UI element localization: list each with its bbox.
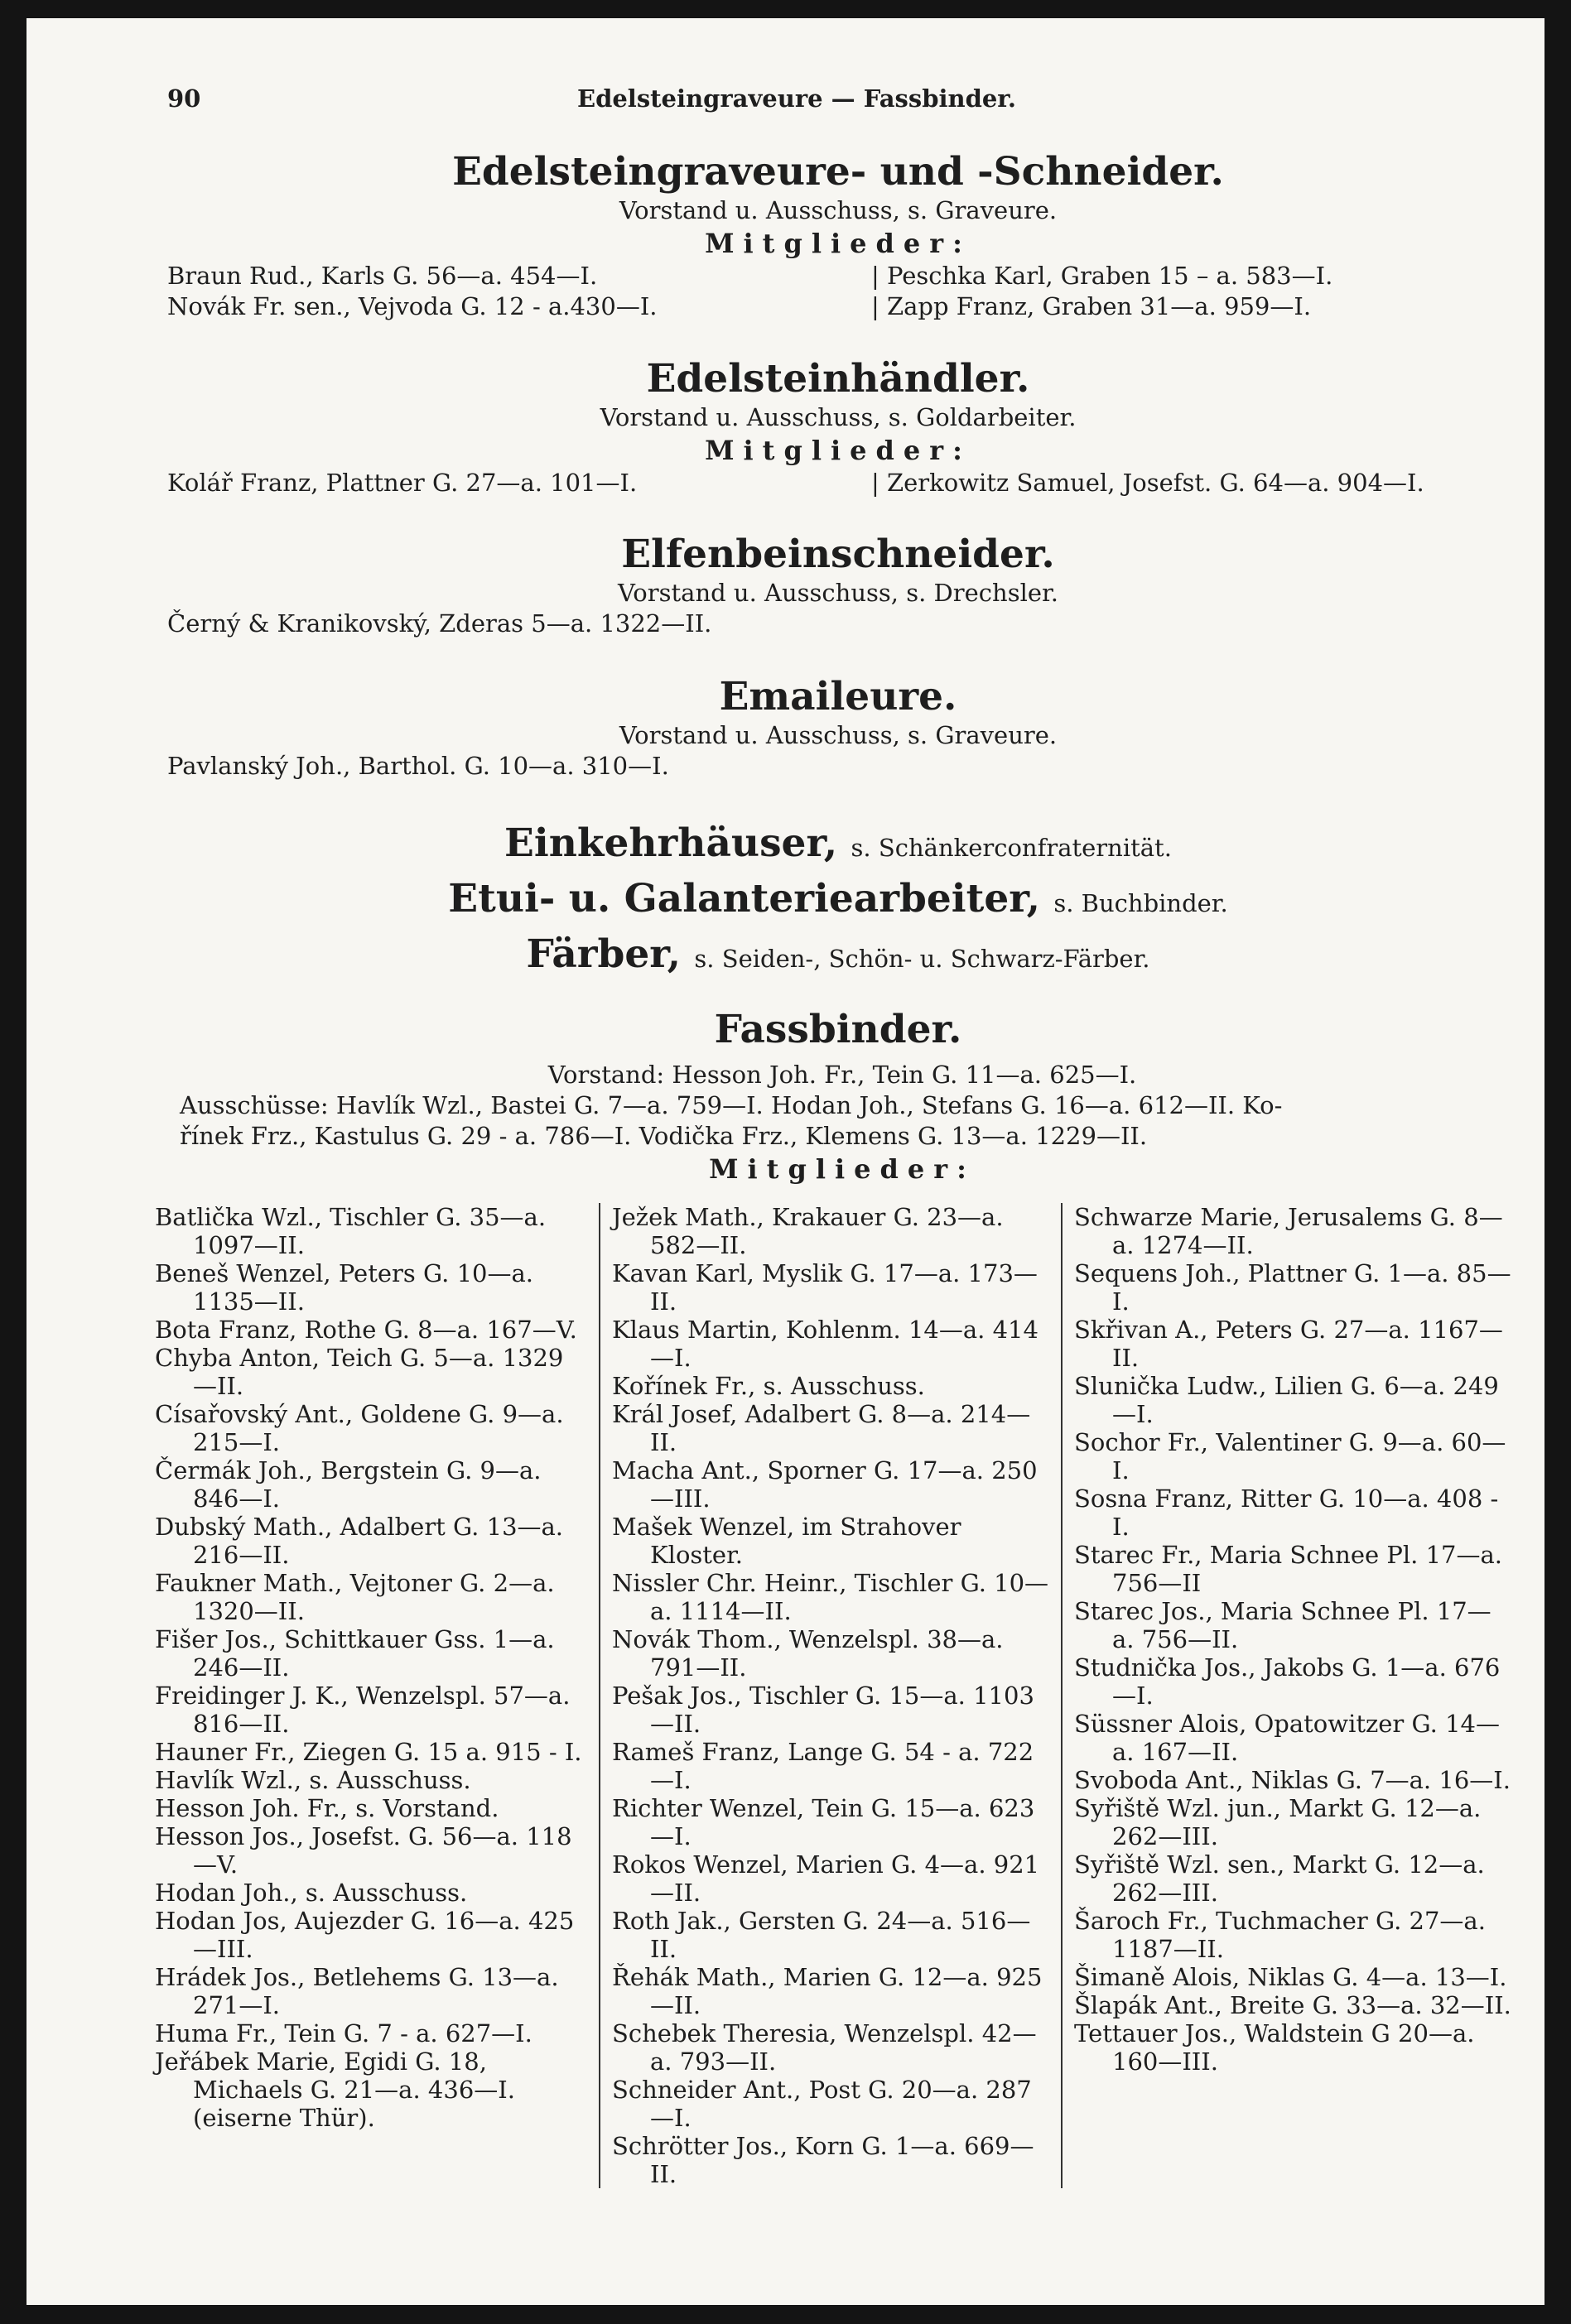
crossref-title: Etui- u. Galanteriearbeiter, [448, 876, 1040, 921]
member-entry: | Zapp Franz, Graben 31—a. 959—I. [871, 292, 1312, 320]
crossref-target: s. Buchbinder. [1053, 889, 1228, 917]
member-entry: Pavlanský Joh., Barthol. G. 10—a. 310—I. [167, 752, 669, 780]
vorstand-note: Vorstand u. Ausschuss, s. Graveure. [619, 721, 1058, 749]
member-entry: Schebek Theresia, Wenzelspl. 42—a. 793—II. [612, 2019, 1037, 2076]
fassbinder-officers [180, 1060, 1505, 1186]
members-column-1 [155, 1203, 599, 2188]
crossref-etui [167, 873, 1509, 929]
member-entry: Novák Fr. sen., Vejvoda G. 12 - a.430—I. [167, 292, 658, 320]
mitglieder-heading: Mitglieder: [705, 228, 971, 259]
member-entry: Sosna Franz, Ritter G. 10—a. 408 - I. [1074, 1484, 1499, 1541]
member-entry: Šlapák Ant., Breite G. 33—a. 32—II. [1074, 1991, 1511, 2019]
member-entry: Dubský Math., Adalbert G. 13—a. 216—II. [155, 1513, 564, 1569]
member-entry: Fišer Jos., Schittkauer Gss. 1—a. 246—II. [155, 1625, 555, 1682]
member-entry: Šaroch Fr., Tuchmacher G. 27—a. 1187—II. [1074, 1907, 1486, 1963]
member-entry: Schwarze Marie, Jerusalems G. 8—a. 1274—II. [1074, 1203, 1503, 1259]
section-title: Edelsteinhändler. [646, 356, 1030, 402]
ausschuss-line: řínek Frz., Kastulus G. 29 - a. 786—I. Vodička Frz., Klemens G. 13—a. 1229—II. [180, 1122, 1148, 1150]
member-entry: Batlička Wzl., Tischler G. 35—a. 1097—II. [155, 1203, 547, 1259]
member-entry: Hodan Jos, Aujezder G. 16—a. 425—III. [155, 1907, 575, 1963]
vorstand-note: Vorstand u. Ausschuss, s. Drechsler. [618, 579, 1058, 607]
section-emaileure [167, 674, 1509, 782]
member-entry: Braun Rud., Karls G. 56—a. 454—I. [167, 262, 598, 290]
member-entry: Havlík Wzl., s. Ausschuss. [155, 1766, 471, 1794]
running-header [167, 84, 1426, 128]
member-entry: Klaus Martin, Kohlenm. 14—a. 414—I. [612, 1316, 1038, 1372]
crossref-einkehrhaeuser [167, 818, 1509, 873]
member-entry: Sochor Fr., Valentiner G. 9—a. 60—I. [1074, 1428, 1506, 1484]
crossref-target: s. Seiden-, Schön- u. Schwarz-Färber. [694, 945, 1150, 973]
member-row [167, 261, 1509, 291]
member-entry: Schneider Ant., Post G. 20—a. 287—I. [612, 2076, 1032, 2132]
member-entry: Šimaně Alois, Niklas G. 4—a. 13—I. [1074, 1963, 1507, 1991]
crossref-faerber [167, 929, 1509, 984]
member-entry: Syřiště Wzl. sen., Markt G. 12—a. 262—III. [1074, 1850, 1485, 1907]
member-entry: Kořínek Fr., s. Ausschuss. [612, 1372, 925, 1400]
member-entry: Kolář Franz, Plattner G. 27—a. 101—I. [167, 469, 638, 497]
crossref-title: Einkehrhäuser, [504, 820, 838, 866]
section-title: Elfenbeinschneider. [621, 532, 1055, 577]
member-entry: Beneš Wenzel, Peters G. 10—a. 1135—II. [155, 1259, 533, 1316]
member-entry: Macha Ant., Sporner G. 17—a. 250—III. [612, 1456, 1038, 1513]
member-entry: Kavan Karl, Myslik G. 17—a. 173—II. [612, 1259, 1038, 1316]
section-title: Emaileure. [719, 674, 957, 719]
member-entry: Starec Jos., Maria Schnee Pl. 17—a. 756—II. [1074, 1597, 1491, 1653]
ausschuss-line: Ausschüsse: Havlík Wzl., Bastei G. 7—a. 759—I. Hodan Joh., Stefans G. 16—a. 612—II. Ko- [180, 1091, 1283, 1119]
member-entry: Roth Jak., Gersten G. 24—a. 516—II. [612, 1907, 1031, 1963]
mitglieder-heading: Mitglieder: [709, 1153, 976, 1185]
cross-references [167, 818, 1509, 984]
vorstand-line: Vorstand: Hesson Joh. Fr., Tein G. 11—a. 625—I. [547, 1061, 1137, 1089]
member-entry: Hesson Jos., Josefst. G. 56—a. 118—V. [155, 1822, 572, 1879]
section-title: Edelsteingraveure- und -Schneider. [452, 149, 1224, 195]
member-entry: Hesson Joh. Fr., s. Vorstand. [155, 1794, 499, 1822]
member-row [167, 291, 1509, 322]
member-entry: | Peschka Karl, Graben 15 – a. 583—I. [871, 262, 1333, 290]
member-entry: Skřivan A., Peters G. 27—a. 1167—II. [1074, 1316, 1503, 1372]
member-entry: Rameš Franz, Lange G. 54 - a. 722—I. [612, 1738, 1034, 1794]
member-entry: Studnička Jos., Jakobs G. 1—a. 676—I. [1074, 1653, 1501, 1710]
member-entry: Freidinger J. K., Wenzelspl. 57—a. 816—II. [155, 1682, 571, 1738]
section-elfenbeinschneider [167, 532, 1509, 639]
member-entry: Chyba Anton, Teich G. 5—a. 1329—II. [155, 1344, 564, 1400]
member-entry: Rokos Wenzel, Marien G. 4—a. 921—II. [612, 1850, 1040, 1907]
vorstand-note: Vorstand u. Ausschuss, s. Graveure. [619, 196, 1058, 224]
member-entry: Ježek Math., Krakauer G. 23—a. 582—II. [612, 1203, 1004, 1259]
member-entry: Sequens Joh., Plattner G. 1—a. 85—I. [1074, 1259, 1511, 1316]
member-entry: Řehák Math., Marien G. 12—a. 925—II. [612, 1963, 1043, 2019]
member-entry: Schrötter Jos., Korn G. 1—a. 669—II. [612, 2132, 1034, 2188]
member-entry: Huma Fr., Tein G. 7 - a. 627—I. [155, 2019, 533, 2047]
member-entry: Faukner Math., Vejtoner G. 2—a. 1320—II. [155, 1569, 555, 1625]
member-entry: Richter Wenzel, Tein G. 15—a. 623—I. [612, 1794, 1035, 1850]
member-entry: Svoboda Ant., Niklas G. 7—a. 16—I. [1074, 1766, 1511, 1794]
member-entry: Bota Franz, Rothe G. 8—a. 167—V. [155, 1316, 577, 1344]
members-column-2 [599, 1203, 1061, 2188]
member-entry: Nissler Chr. Heinr., Tischler G. 10—a. 1114—II. [612, 1569, 1049, 1625]
member-entry: Tettauer Jos., Waldstein G 20—a. 160—III. [1074, 2019, 1475, 2076]
member-entry: Hodan Joh., s. Ausschuss. [155, 1879, 468, 1907]
member-entry: Novák Thom., Wenzelspl. 38—a. 791—II. [612, 1625, 1004, 1682]
mitglieder-heading: Mitglieder: [705, 435, 971, 466]
member-entry: Pešak Jos., Tischler G. 15—a. 1103—II. [612, 1682, 1034, 1738]
member-entry: Hauner Fr., Ziegen G. 15 a. 915 - I. [155, 1738, 582, 1766]
scanned-page [27, 18, 1544, 2305]
member-entry: | Zerkowitz Samuel, Josefst. G. 64—a. 904—I. [871, 469, 1424, 497]
member-entry: Hrádek Jos., Betlehems G. 13—a. 271—I. [155, 1963, 559, 2019]
member-entry: Král Josef, Adalbert G. 8—a. 214—II. [612, 1400, 1031, 1456]
member-entry: Čermák Joh., Bergstein G. 9—a. 846—I. [155, 1456, 542, 1513]
crossref-target: s. Schänkerconfraternität. [851, 834, 1172, 862]
running-title: Edelsteingraveure — Fassbinder. [576, 84, 1017, 113]
member-entry: Černý & Kranikovský, Zderas 5—a. 1322—II. [167, 609, 712, 638]
member-entry: Süssner Alois, Opatowitzer G. 14—a. 167—II. [1074, 1710, 1500, 1766]
section-title: Fassbinder. [714, 1007, 962, 1052]
member-entry: Jeřábek Marie, Egidi G. 18, Michaels G. 21—a. 436—I. (eiserne Thür). [155, 2047, 515, 2132]
crossref-title: Färber, [526, 931, 682, 977]
fassbinder-members [155, 1203, 1513, 2188]
page-number: 90 [167, 84, 201, 113]
section-edelsteingraveure [167, 149, 1509, 322]
member-entry: Slunička Ludw., Lilien G. 6—a. 249—I. [1074, 1372, 1499, 1428]
member-entry: Mašek Wenzel, im Strahover Kloster. [612, 1513, 961, 1569]
member-row [167, 468, 1509, 498]
section-edelsteinhaendler [167, 356, 1509, 498]
section-fassbinder-title [167, 1007, 1509, 1053]
member-entry: Syřiště Wzl. jun., Markt G. 12—a. 262—III. [1074, 1794, 1482, 1850]
member-entry: Císařovský Ant., Goldene G. 9—a. 215—I. [155, 1400, 564, 1456]
members-column-3 [1061, 1203, 1513, 2188]
member-entry: Starec Fr., Maria Schnee Pl. 17—a. 756—II [1074, 1541, 1503, 1597]
vorstand-note: Vorstand u. Ausschuss, s. Goldarbeiter. [600, 403, 1077, 431]
